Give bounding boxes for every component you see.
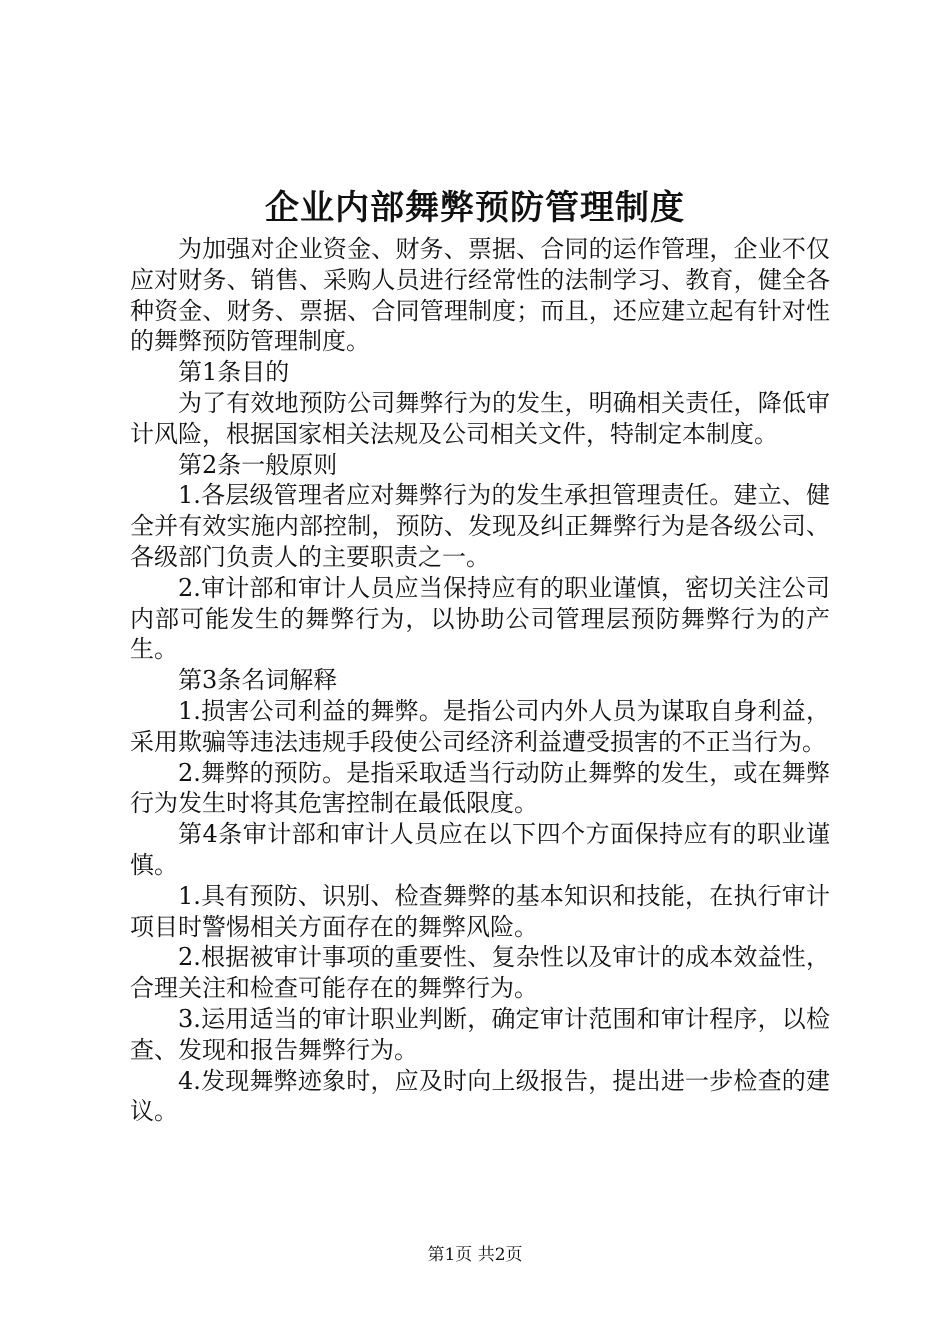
article-2-item-1: 1.各层级管理者应对舞弊行为的发生承担管理责任。建立、健全并有效实施内部控制，预防、发现及纠正舞弊行为是各级公司、各级部门负责人的主要职责之一。: [130, 481, 830, 571]
article-1-heading: 第1条目的: [178, 358, 290, 387]
page-number-footer: 第1页 共2页: [427, 1245, 523, 1265]
article-4-item-4: 4.发现舞弊迹象时，应及时向上级报告，提出进一步检查的建议。: [130, 1066, 830, 1126]
article-3-item-1: 1.损害公司利益的舞弊。是指公司内外人员为谋取自身利益，采用欺骗等违法违规手段使公司经济利益遭受损害的不正当行为。: [130, 696, 830, 756]
article-1-text: 为了有效地预防公司舞弊行为的发生，明确相关责任，降低审计风险，根据国家相关法规及公司相关文件，特制定本制度。: [130, 388, 830, 448]
article-4-item-1: 1.具有预防、识别、检查舞弊的基本知识和技能，在执行审计项目时警惕相关方面存在的舞弊风险。: [130, 881, 830, 941]
document-body: [130, 234, 830, 1127]
article-2-item-2: 2.审计部和审计人员应当保持应有的职业谨慎，密切关注公司内部可能发生的舞弊行为，以协助公司管理层预防舞弊行为的产生。: [130, 573, 830, 664]
article-3-heading: 第3条名词解释: [178, 666, 338, 695]
article-4-item-2: 2.根据被审计事项的重要性、复杂性以及审计的成本效益性，合理关注和检查可能存在的舞弊行为。: [130, 943, 830, 1003]
article-4-item-3: 3.运用适当的审计职业判断，确定审计范围和审计程序，以检查、发现和报告舞弊行为。: [130, 1004, 830, 1064]
article-4-heading: 第4条审计部和审计人员应在以下四个方面保持应有的职业谨慎。: [130, 820, 830, 879]
intro-paragraph: 为加强对企业资金、财务、票据、合同的运作管理，企业不仅应对财务、销售、采购人员进行经常性的法制学习、教育，健全各种资金、财务、票据、合同管理制度；而且，还应建立起有针对性的舞弊预防管理制度。: [130, 235, 830, 356]
article-3-item-2: 2.舞弊的预防。是指采取适当行动防止舞弊的发生，或在舞弊行为发生时将其危害控制在最低限度。: [130, 758, 830, 818]
document-title: 企业内部舞弊预防管理制度: [265, 188, 685, 228]
article-2-heading: 第2条一般原则: [178, 450, 338, 479]
